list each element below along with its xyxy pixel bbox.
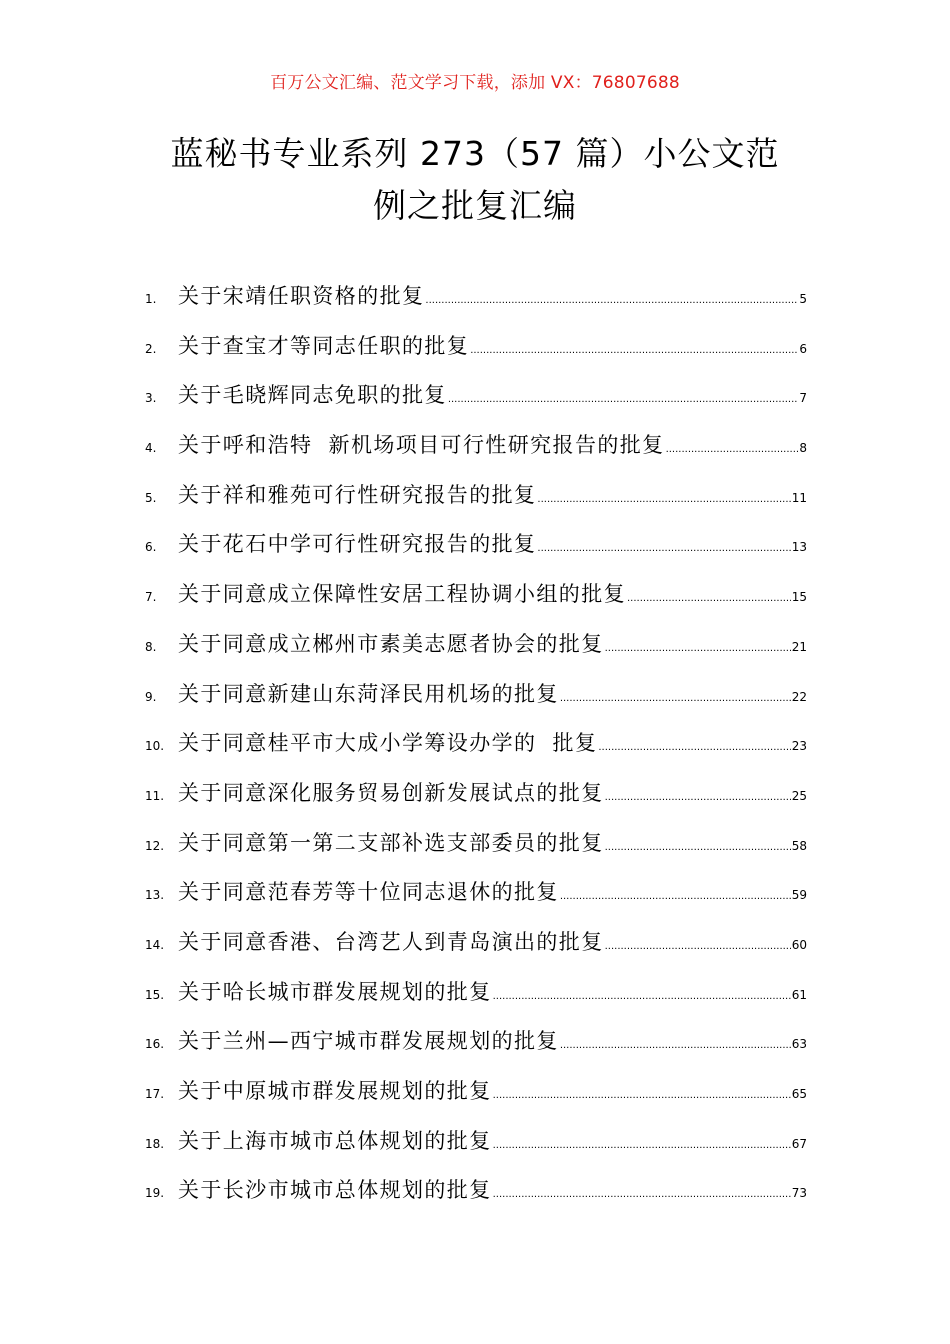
toc-entry-title[interactable]: 关于毛晓辉同志免职的批复 [178,383,447,408]
toc-entry-page: 13 [791,540,807,555]
toc-entry-page: 11 [791,490,807,505]
toc-dot-leader [560,693,791,704]
toc-entry-12[interactable] [145,827,807,877]
toc-entry-13[interactable] [145,876,807,926]
toc-entry-number: 15. [145,987,165,1002]
toc-dot-leader [605,792,791,803]
toc-entry-title[interactable]: 关于中原城市群发展规划的批复 [178,1079,492,1103]
toc-entry-number: 17. [145,1087,165,1101]
toc-entry-page: 8 [799,441,807,456]
toc-entry-number: 9. [145,689,157,704]
toc-entry-title[interactable]: 关于同意范春芳等十位同志退休的批复 [178,880,559,905]
page-title [140,128,810,232]
toc-entry-4[interactable] [145,429,807,479]
toc-entry-16[interactable] [145,1025,807,1075]
toc-entry-page: 61 [791,987,807,1002]
title-line-1: 蓝秘书专业系列 273（57 篇）小公文范 [170,134,780,173]
toc-dot-leader [560,891,791,902]
toc-entry-9[interactable] [145,678,807,728]
toc-entry-6[interactable] [145,528,807,578]
toc-entry-page: 25 [791,788,807,803]
toc-entry-number: 3. [145,391,157,406]
toc-entry-title[interactable]: 关于祥和雅苑可行性研究报告的批复 [178,482,537,507]
toc-entry-title[interactable]: 关于宋靖任职资格的批复 [178,284,425,308]
toc-entry-14[interactable] [145,926,807,976]
toc-entry-page: 58 [791,838,807,853]
toc-entry-19[interactable] [145,1174,807,1224]
toc-entry-page: 21 [791,639,807,654]
toc-entry-number: 6. [145,540,157,555]
toc-dot-leader [605,842,791,853]
toc-entry-number: 7. [145,590,157,605]
toc-entry-10[interactable] [145,727,807,777]
toc-entry-number: 16. [145,1037,165,1052]
toc-entry-page: 23 [791,739,807,754]
toc-entry-page: 15 [791,590,807,605]
toc-entry-number: 8. [145,639,157,654]
toc-entry-title[interactable]: 关于哈长城市群发展规划的批复 [178,979,492,1004]
toc-entry-page: 5 [799,292,807,306]
toc-dot-leader [605,643,791,654]
toc-entry-number: 13. [145,888,165,903]
toc-dot-leader [448,394,799,405]
toc-entry-title[interactable]: 关于花石中学可行性研究报告的批复 [178,532,537,557]
toc-entry-page: 6 [799,341,807,356]
toc-dot-leader [537,543,790,554]
toc-entry-number: 5. [145,490,157,505]
toc-dot-leader [605,941,791,952]
toc-entry-page: 22 [791,689,807,704]
toc-entry-page: 7 [799,391,807,406]
toc-entry-title[interactable]: 关于同意新建山东菏泽民用机场的批复 [178,681,559,706]
toc-entry-title[interactable]: 关于查宝才等同志任职的批复 [178,333,470,358]
toc-entry-8[interactable] [145,628,807,678]
toc-entry-title[interactable]: 关于呼和浩特 新机场项目可行性研究报告的批复 [178,433,665,458]
toc-entry-number: 4. [145,441,157,456]
toc-entry-page: 63 [791,1037,807,1052]
toc-entry-title[interactable]: 关于长沙市城市总体规划的批复 [178,1178,492,1203]
toc-dot-leader [598,742,790,753]
toc-entry-11[interactable] [145,777,807,827]
toc-dot-leader [560,1040,791,1051]
toc-entry-2[interactable] [145,330,807,380]
toc-entry-18[interactable] [145,1125,807,1175]
toc-dot-leader [425,295,798,306]
header-note: 百万公文汇编、范文学习下载，添加 VX：76807688 [270,73,680,93]
toc-entry-7[interactable] [145,578,807,628]
toc-entry-number: 10. [145,739,165,754]
toc-dot-leader [493,1090,791,1101]
toc-entry-title[interactable]: 关于兰州—西宁城市群发展规划的批复 [178,1029,559,1054]
toc-entry-title[interactable]: 关于同意香港、台湾艺人到青岛演出的批复 [178,929,604,954]
toc-entry-title[interactable]: 关于上海市城市总体规划的批复 [178,1128,492,1153]
toc-dot-leader [627,593,791,604]
toc-dot-leader [493,1189,791,1200]
toc-entry-page: 65 [791,1087,807,1101]
toc-entry-17[interactable] [145,1075,807,1125]
toc-entry-page: 60 [791,937,807,952]
toc-entry-number: 14. [145,937,165,952]
toc-entry-page: 59 [791,888,807,903]
title-line-2: 例之批复汇编 [373,186,577,225]
toc-entry-title[interactable]: 关于同意成立保障性安居工程协调小组的批复 [178,582,626,607]
toc-entry-number: 1. [145,292,157,306]
toc-entry-page: 73 [791,1186,807,1201]
toc-dot-leader [493,1140,791,1151]
toc-dot-leader [470,345,798,356]
toc-entry-title[interactable]: 关于同意第一第二支部补选支部委员的批复 [178,830,604,855]
toc-dot-leader [537,494,790,505]
toc-entry-title[interactable]: 关于同意深化服务贸易创新发展试点的批复 [178,780,604,805]
toc-entry-3[interactable] [145,379,807,429]
toc-entry-5[interactable] [145,479,807,529]
toc-entry-1[interactable] [145,280,807,330]
toc-dot-leader [666,444,799,455]
toc-entry-15[interactable] [145,976,807,1026]
toc-entry-number: 11. [145,788,165,803]
toc-entry-title[interactable]: 关于同意成立郴州市素美志愿者协会的批复 [178,631,604,656]
table-of-contents [145,280,807,1224]
toc-entry-number: 2. [145,341,157,356]
toc-entry-page: 67 [791,1136,807,1151]
toc-entry-number: 12. [145,838,165,853]
toc-entry-number: 18. [145,1136,165,1151]
toc-entry-title[interactable]: 关于同意桂平市大成小学筹设办学的 批复 [178,731,598,756]
toc-dot-leader [493,991,791,1002]
toc-entry-number: 19. [145,1186,165,1201]
